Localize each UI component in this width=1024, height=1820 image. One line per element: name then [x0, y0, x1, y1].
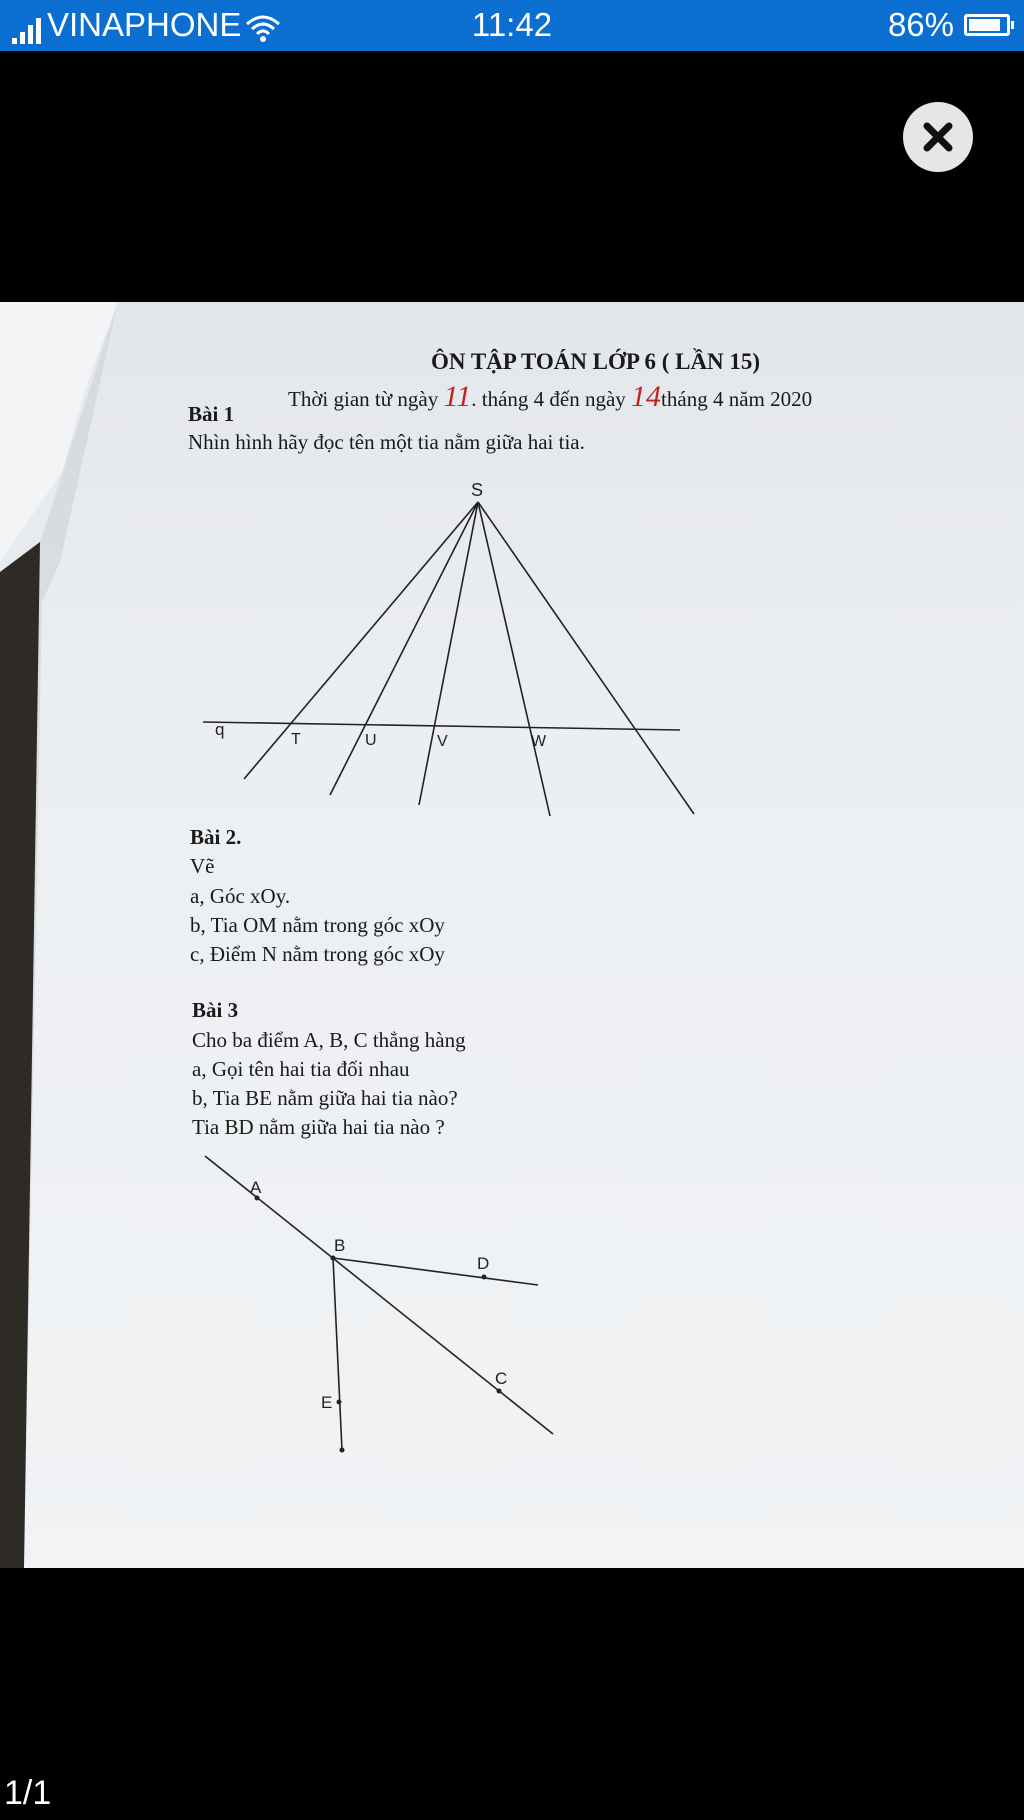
label-E: E	[321, 1393, 333, 1412]
ray-BE	[333, 1258, 342, 1450]
close-button[interactable]	[903, 102, 973, 172]
label-C: C	[495, 1369, 508, 1388]
bai2-line-3: b, Tia OM nằm trong góc xOy	[190, 913, 445, 937]
close-icon	[918, 117, 958, 157]
bai2-line-1: Vẽ	[190, 854, 215, 878]
point-end	[340, 1448, 345, 1453]
label-D: D	[477, 1254, 490, 1273]
point-E	[337, 1400, 342, 1405]
label-V: V	[437, 733, 448, 750]
bai3-line-3: b, Tia BE nằm giữa hai tia nào?	[192, 1086, 458, 1110]
label-W: W	[531, 733, 547, 750]
figure-2-lines	[0, 302, 1024, 1568]
bai3-line-1: Cho ba điểm A, B, C thẳng hàng	[192, 1028, 466, 1052]
bai2-heading: Bài 2.	[190, 825, 242, 849]
page-indicator: 1/1	[4, 1774, 52, 1812]
bai1-heading: Bài 1	[188, 402, 235, 426]
ray-BD	[333, 1258, 538, 1285]
label-U: U	[365, 732, 377, 749]
label-q: q	[215, 720, 225, 739]
label-A: A	[250, 1178, 262, 1197]
date-handwritten-2: 14	[631, 380, 662, 413]
battery-percent: 86%	[887, 6, 954, 43]
label-B: B	[334, 1236, 346, 1255]
status-time: 11:42	[471, 6, 553, 43]
bai2-line-4: c, Điểm N nằm trong góc xOy	[190, 942, 445, 966]
date-text-c: tháng 4 năm 2020	[661, 387, 813, 411]
label-T: T	[291, 731, 301, 748]
worksheet-title: ÔN TẬP TOÁN LỚP 6 ( LẦN 15)	[431, 349, 761, 374]
bai1-text: Nhìn hình hãy đọc tên một tia nằm giữa hai tia.	[188, 430, 585, 454]
label-S: S	[471, 480, 484, 500]
bai3-heading: Bài 3	[192, 998, 239, 1022]
battery-icon	[964, 14, 1010, 36]
carrier-name: VINAPHONE	[47, 6, 242, 43]
bai3-line-4: Tia BD nằm giữa hai tia nào ?	[192, 1115, 445, 1139]
point-C	[497, 1389, 502, 1394]
status-bar	[0, 0, 1024, 51]
date-text-b: . tháng 4 đến ngày	[471, 387, 626, 411]
status-right	[888, 6, 1010, 44]
date-handwritten-1: 11	[443, 380, 472, 413]
date-text-a: Thời gian từ ngày	[288, 387, 439, 411]
point-D	[482, 1275, 487, 1280]
bai3-line-2: a, Gọi tên hai tia đối nhau	[192, 1057, 410, 1081]
bai2-line-2: a, Góc xOy.	[190, 884, 291, 908]
point-B	[331, 1256, 336, 1261]
document-photo	[0, 302, 1024, 1568]
